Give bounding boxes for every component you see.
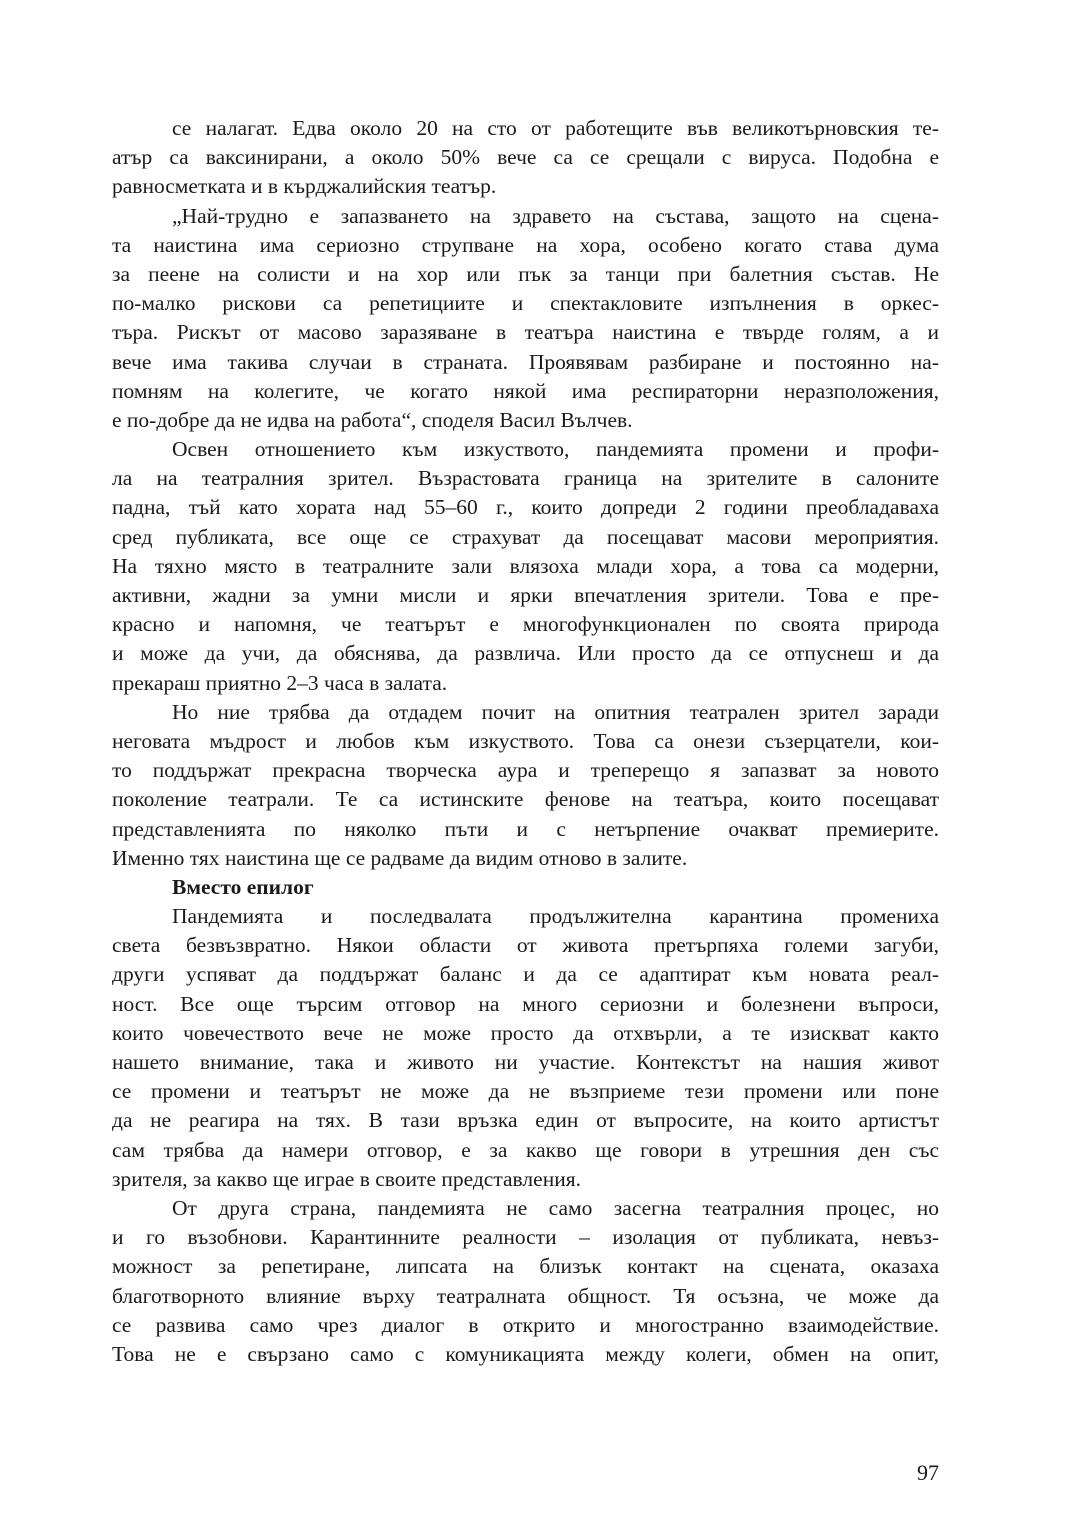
paragraph-line: по-малко рискови са репетициите и спектакловите изпълнения в оркес-: [112, 291, 939, 316]
paragraph-line: за пеене на солисти и на хор или пък за танци при балетния състав. Не: [112, 261, 939, 286]
paragraph-line: нашето внимание, така и живото ни участие. Контекстът на нашия живот: [112, 1050, 939, 1074]
section-heading: Вместо епилог: [172, 874, 314, 899]
paragraph-line: благотворното влияние върху театралната общност. Тя осъзна, че може да: [112, 1283, 939, 1308]
paragraph-line: и го възобнови. Карантинните реалности – изолация от публиката, невъз-: [112, 1225, 939, 1250]
paragraph-line: вече има такива случаи в страната. Проявявам разбиране и постоянно на-: [112, 349, 939, 374]
paragraph-line: се промени и театърът не може да не възприеме тези промени или поне: [112, 1079, 939, 1104]
paragraph-line: красно и напомня, че театърът е многофункционален по своята природа: [112, 612, 939, 637]
paragraph-line: сред публиката, все още се страхуват да посещават масови мероприятия.: [112, 524, 939, 549]
paragraph-line: поколение театрали. Те са истинските фенове на театъра, които посещават: [112, 787, 939, 812]
paragraph-line: неговата мъдрост и любов към изкуството. Това са онези съзерцатели, кои-: [112, 728, 939, 753]
paragraph-line: Пандемията и последвалата продължителна карантина промениха: [172, 904, 939, 929]
paragraph-line: равносметката и в кърджалийския театър.: [112, 174, 497, 199]
paragraph-line: ност. Все още търсим отговор на много сериозни и болезнени въпроси,: [112, 991, 939, 1016]
paragraph-line: търа. Рискът от масово заразяване в театъра наистина е твърде голям, а и: [112, 320, 939, 345]
paragraph-line: Освен отношението към изкуството, пандемията промени и профи-: [172, 437, 939, 462]
paragraph-line: които човечеството вече не може просто да отхвърли, а те изискват както: [112, 1020, 939, 1045]
paragraph-line: сам трябва да намери отговор, е за какво ще говори в утрешния ден със: [112, 1137, 939, 1162]
paragraph-line: зрителя, за какво ще играе в своите представления.: [112, 1166, 581, 1191]
paragraph-line: атър са ваксинирани, а около 50% вече са се срещали с вируса. Подобна е: [112, 145, 939, 170]
paragraph-line: ла на театралния зрител. Възрастовата граница на зрителите в салоните: [112, 466, 939, 491]
paragraph-line: и може да учи, да обяснява, да развлича. Или просто да се отпуснеш и да: [112, 641, 939, 666]
paragraph-line: е по-добре да не идва на работа“, споделя Васил Вълчев.: [112, 407, 633, 432]
paragraph-line: то поддържат прекрасна творческа аура и треперещо я запазват за новото: [112, 758, 939, 783]
paragraph-line: „Най-трудно е запазването на здравето на състава, защото на сцена-: [172, 203, 939, 228]
paragraph-line: помням на колегите, че когато някой има респираторни неразположения,: [112, 378, 939, 403]
paragraph-line: Това не е свързано само с комуникацията между колеги, обмен на опит,: [112, 1341, 939, 1366]
paragraph-line: Но ние трябва да отдадем почит на опитния театрален зрител заради: [172, 699, 939, 724]
paragraph-line: света безвъзвратно. Някои области от живота претърпяха големи загуби,: [112, 933, 939, 958]
paragraph-line: се налагат. Едва около 20 на сто от работещите във великотърновския те-: [172, 116, 939, 140]
paragraph-line: други успяват да поддържат баланс и да се адаптират към новата реал-: [112, 962, 939, 987]
paragraph-line: та наистина има сериозно струпване на хора, особено когато става дума: [112, 232, 939, 257]
page-number: 97: [917, 1460, 939, 1485]
paragraph-line: да не реагира на тях. В тази връзка един от въпросите, на които артистът: [112, 1108, 939, 1133]
paragraph-line: представленията по няколко пъти и с нетърпение очакват премиерите.: [112, 816, 939, 841]
paragraph-line: активни, жадни за умни мисли и ярки впечатления зрители. Това е пре-: [112, 583, 939, 607]
paragraph-line: можност за репетиране, липсата на близък контакт на сцената, оказаха: [112, 1254, 939, 1279]
paragraph-line: Именно тях наистина ще се радваме да видим отново в залите.: [112, 845, 688, 870]
paragraph-line: На тяхно място в театралните зали влязоха млади хора, а това са модерни,: [112, 553, 939, 578]
page-body: [112, 114, 939, 1369]
paragraph-line: прекараш приятно 2–3 часа в залата.: [112, 670, 448, 695]
paragraph-line: се развива само чрез диалог в открито и многостранно взаимодействие.: [112, 1312, 939, 1337]
paragraph-line: падна, тъй като хората над 55–60 г., които допреди 2 години преобладаваха: [112, 495, 939, 520]
paragraph-line: От друга страна, пандемията не само засегна театралния процес, но: [172, 1195, 939, 1220]
